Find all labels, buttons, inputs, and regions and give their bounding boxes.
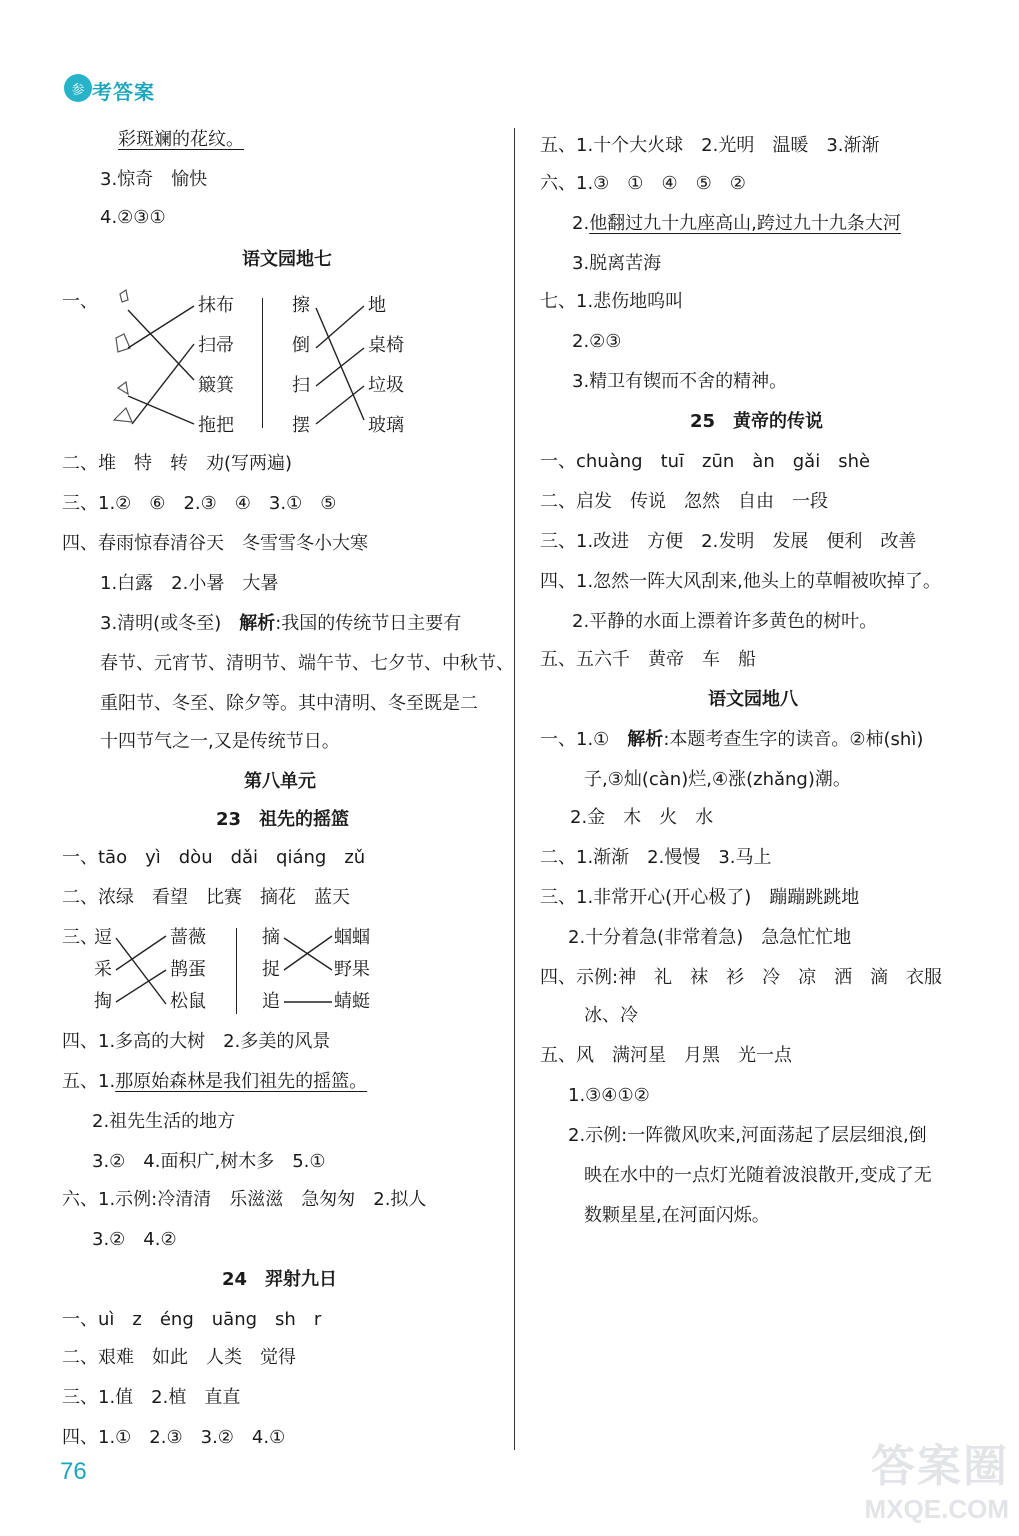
answer-text: 一、1.① <box>540 729 628 750</box>
text-line: 三、1.② ⑥ 2.③ ④ 3.① ⑤ <box>62 493 337 514</box>
lesson-title: 23 祖先的摇篮 <box>216 809 350 830</box>
text-line: 3.② 4.② <box>92 1229 177 1250</box>
text-line: 2.示例:一阵微风吹来,河面荡起了层层细浪,倒 <box>568 1125 927 1146</box>
text-line: 三、1.改进 方便 2.发明 发展 便利 改善 <box>540 531 917 552</box>
text-line: 六、1.③ ① ④ ⑤ ② <box>540 173 746 194</box>
watermark-url: MXQE.COM <box>864 1494 1009 1524</box>
text-line: 三、1.非常开心(开心极了) 蹦蹦跳跳地 <box>540 887 860 908</box>
question-number: 五、1. <box>62 1071 116 1092</box>
text-line: 3.精卫有锲而不舍的精神。 <box>572 371 788 392</box>
unit-title: 第八单元 <box>244 771 316 792</box>
match-word: 鹊蛋 <box>170 959 206 980</box>
question-number: 一、 <box>62 291 98 312</box>
text-line: 3.脱离苦海 <box>572 253 662 274</box>
divider-rule <box>236 928 237 1014</box>
section-title: 语文园地八 <box>708 689 798 710</box>
analysis-label: 解析 <box>627 729 664 750</box>
match-word: 逗 <box>94 927 112 948</box>
match-word: 拖把 <box>198 415 234 436</box>
analysis-text: :本题考查生字的读音。②柿(shì) <box>663 729 924 750</box>
lesson-title: 24 羿射九日 <box>222 1269 338 1290</box>
match-lines <box>314 296 374 436</box>
match-word: 野果 <box>334 959 370 980</box>
match-word: 擦 <box>292 295 310 316</box>
text-line: 数颗星星,在河面闪烁。 <box>584 1205 770 1226</box>
match-word: 簸箕 <box>198 375 234 396</box>
question-number: 三、 <box>62 927 98 948</box>
text-line: 四、1.忽然一阵大风刮来,他头上的草帽被吹掉了。 <box>540 571 941 592</box>
match-word: 倒 <box>292 335 310 356</box>
answer-text: 3.清明(或冬至) <box>100 613 240 634</box>
text-line: 四、春雨惊春清谷天 冬雪雪冬小大寒 <box>62 533 368 554</box>
text-line: 二、启发 传说 忽然 自由 一段 <box>540 491 828 512</box>
lesson-title: 25 黄帝的传说 <box>690 411 824 432</box>
match-word: 追 <box>262 991 280 1012</box>
match-word: 蝈蝈 <box>334 927 370 948</box>
match-word: 垃圾 <box>368 375 404 396</box>
underlined-answer: 他翻过九十九座高山,跨过九十九条大河 <box>589 213 901 234</box>
text-line: 四、示例:神 礼 袜 衫 冷 凉 洒 滴 衣服 <box>540 967 943 988</box>
text-line: 三、1.值 2.植 直直 <box>62 1387 241 1408</box>
divider-rule <box>262 298 263 428</box>
text-line: 2.十分着急(非常着急) 急急忙忙地 <box>568 927 852 948</box>
text-line: 一、chuàng tuī zūn àn gǎi shè <box>540 451 871 472</box>
text-line: 二、堆 特 转 劝(写两遍) <box>62 453 293 474</box>
match-word: 采 <box>94 959 112 980</box>
match-word: 捉 <box>262 959 280 980</box>
text-line: 1.③④①② <box>568 1085 650 1106</box>
text-line: 重阳节、冬至、除夕等。其中清明、冬至既是二 <box>100 693 478 714</box>
text-line: 子,③灿(càn)烂,④涨(zhǎng)潮。 <box>584 769 851 790</box>
match-word: 摘 <box>262 927 280 948</box>
match-word: 地 <box>368 295 386 316</box>
text-line: 二、1.渐渐 2.慢慢 3.马上 <box>540 847 772 868</box>
header-title: 考答案 <box>92 80 155 104</box>
text-line: 一、uì z éng uāng sh r <box>62 1309 322 1330</box>
text-line <box>100 612 461 636</box>
text-line: 二、艰难 如此 人类 觉得 <box>62 1347 296 1368</box>
match-word: 掏 <box>94 991 112 1012</box>
text-line: 春节、元宵节、清明节、端午节、七夕节、中秋节、 <box>100 653 514 674</box>
underlined-answer: 那原始森林是我们祖先的摇篮。 <box>115 1071 368 1092</box>
text-line <box>540 728 923 752</box>
match-word: 蔷薇 <box>170 927 206 948</box>
text-line <box>62 1070 367 1094</box>
match-word: 扫帚 <box>198 335 234 356</box>
text-line: 七、1.悲伤地呜叫 <box>540 291 684 312</box>
text-line: 四、1.① 2.③ 3.② 4.① <box>62 1427 286 1448</box>
match-word: 抹布 <box>198 295 234 316</box>
text-line: 五、1.十个大火球 2.光明 温暖 3.渐渐 <box>540 135 880 156</box>
watermark-logo-text: 答案圈 <box>871 1442 1009 1491</box>
text-line: 2.金 木 火 水 <box>570 807 714 828</box>
text-line: 3.惊奇 愉快 <box>100 169 208 190</box>
match-word: 摆 <box>292 415 310 436</box>
text-line: 十四节气之一,又是传统节日。 <box>100 731 340 752</box>
column-divider <box>514 128 515 1450</box>
match-lines <box>282 930 342 1020</box>
text-line: 六、1.示例:冷清清 乐滋滋 急匆匆 2.拟人 <box>62 1189 427 1210</box>
text-line: 2.平静的水面上漂着许多黄色的树叶。 <box>572 611 878 632</box>
page-number: 76 <box>60 1458 87 1485</box>
text-line: 2.②③ <box>572 331 622 352</box>
text-line: 二、浓绿 看望 比赛 摘花 蓝天 <box>62 887 350 908</box>
analysis-text: :我国的传统节日主要有 <box>275 613 462 634</box>
match-lines <box>124 296 204 436</box>
text-line: 五、风 满河星 月黑 光一点 <box>540 1045 792 1066</box>
match-word: 桌椅 <box>368 335 404 356</box>
match-word: 蜻蜓 <box>334 991 370 1012</box>
text-line: 一、tāo yì dòu dǎi qiáng zǔ <box>62 847 366 868</box>
text-line: 1.白露 2.小暑 大暑 <box>100 573 279 594</box>
text-line: 四、1.多高的大树 2.多美的风景 <box>62 1031 331 1052</box>
text-line: 冰、冷 <box>584 1005 638 1026</box>
match-lines <box>112 930 172 1020</box>
text-line: 4.②③① <box>100 207 166 228</box>
header-badge: 参 <box>64 74 92 102</box>
text-line: 映在水中的一点灯光随着波浪散开,变成了无 <box>584 1165 932 1186</box>
text-line: 五、五六千 黄帝 车 船 <box>540 649 756 670</box>
text-line: 彩斑斓的花纹。 <box>118 129 244 150</box>
watermark <box>865 1430 1009 1525</box>
match-word: 玻璃 <box>368 415 404 436</box>
text-line: 2.祖先生活的地方 <box>92 1111 236 1132</box>
analysis-label: 解析 <box>239 613 276 634</box>
question-number: 2. <box>572 213 590 234</box>
section-title: 语文园地七 <box>242 249 332 270</box>
match-word: 松鼠 <box>170 991 206 1012</box>
match-word: 扫 <box>292 375 310 396</box>
text-line <box>572 212 901 236</box>
text-line: 3.② 4.面积广,树木多 5.① <box>92 1151 326 1172</box>
